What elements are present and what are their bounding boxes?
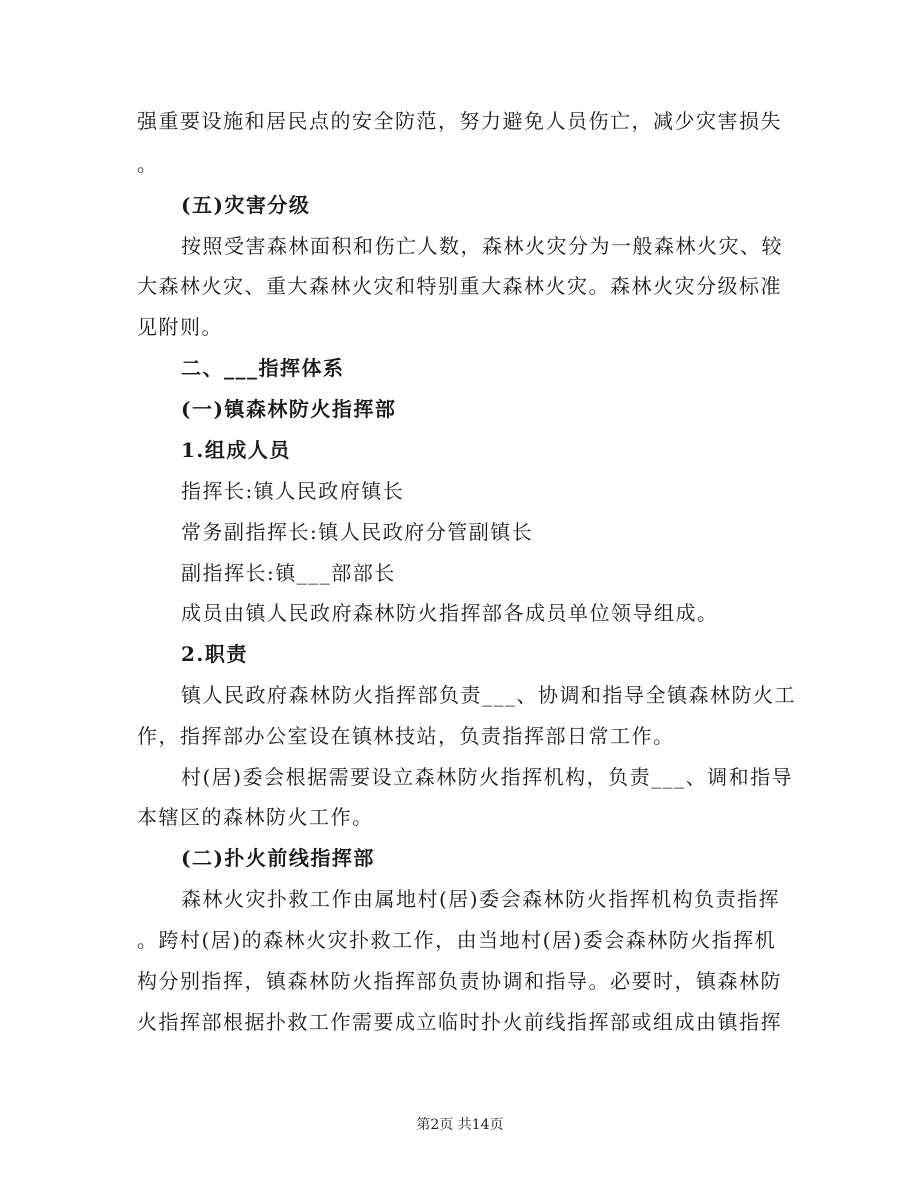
subsection-heading: 1.组成人员: [181, 438, 291, 462]
body-text-line: 森林火灾扑救工作由属地村(居)委会森林防火指挥机构负责指挥: [181, 887, 781, 911]
section-heading: (二)扑火前线指挥部: [181, 846, 375, 870]
body-text-line: 指挥长:镇人民政府镇长: [181, 479, 405, 503]
body-text-line: 。: [137, 152, 159, 176]
body-text-line: 强重要设施和居民点的安全防范，努力避免人员伤亡，减少灾害损失: [137, 109, 782, 133]
body-text-line: 镇人民政府森林防火指挥部负责___、协调和指导全镇森林防火工: [181, 683, 796, 707]
body-text-line: 构分别指挥，镇森林防火指挥部负责协调和指导。必要时，镇森林防: [137, 969, 782, 993]
body-text-line: 。跨村(居)的森林火灾扑救工作，由当地村(居)委会森林防火指挥机: [137, 928, 777, 952]
body-text-line: 本辖区的森林防火工作。: [137, 805, 374, 829]
body-text-line: 常务副指挥长:镇人民政府分管副镇长: [181, 520, 534, 544]
section-heading: (一)镇森林防火指挥部: [181, 397, 397, 421]
body-text-line: 副指挥长:镇___部部长: [181, 561, 396, 585]
section-heading: 二、___指挥体系: [181, 356, 345, 380]
body-text-line: 火指挥部根据扑救工作需要成立临时扑火前线指挥部或组成由镇指挥: [137, 1010, 782, 1034]
body-text-line: 成员由镇人民政府森林防火指挥部各成员单位领导组成。: [181, 601, 719, 625]
page-number-footer: 第2页 共14页: [416, 1117, 504, 1133]
subsection-heading: 2.职责: [181, 642, 248, 666]
body-text-line: 村(居)委会根据需要设立森林防火指挥机构，负责___、调和指导: [181, 765, 794, 789]
body-text-line: 作，指挥部办公室设在镇林技站，负责指挥部日常工作。: [137, 724, 675, 748]
body-text-line: 大森林火灾、重大森林火灾和特别重大森林火灾。森林火灾分级标准: [137, 274, 782, 298]
body-text-line: 见附则。: [137, 315, 223, 339]
body-text-line: 按照受害森林面积和伤亡人数，森林火灾分为一般森林火灾、较: [181, 234, 783, 258]
section-heading: (五)灾害分级: [181, 193, 311, 217]
